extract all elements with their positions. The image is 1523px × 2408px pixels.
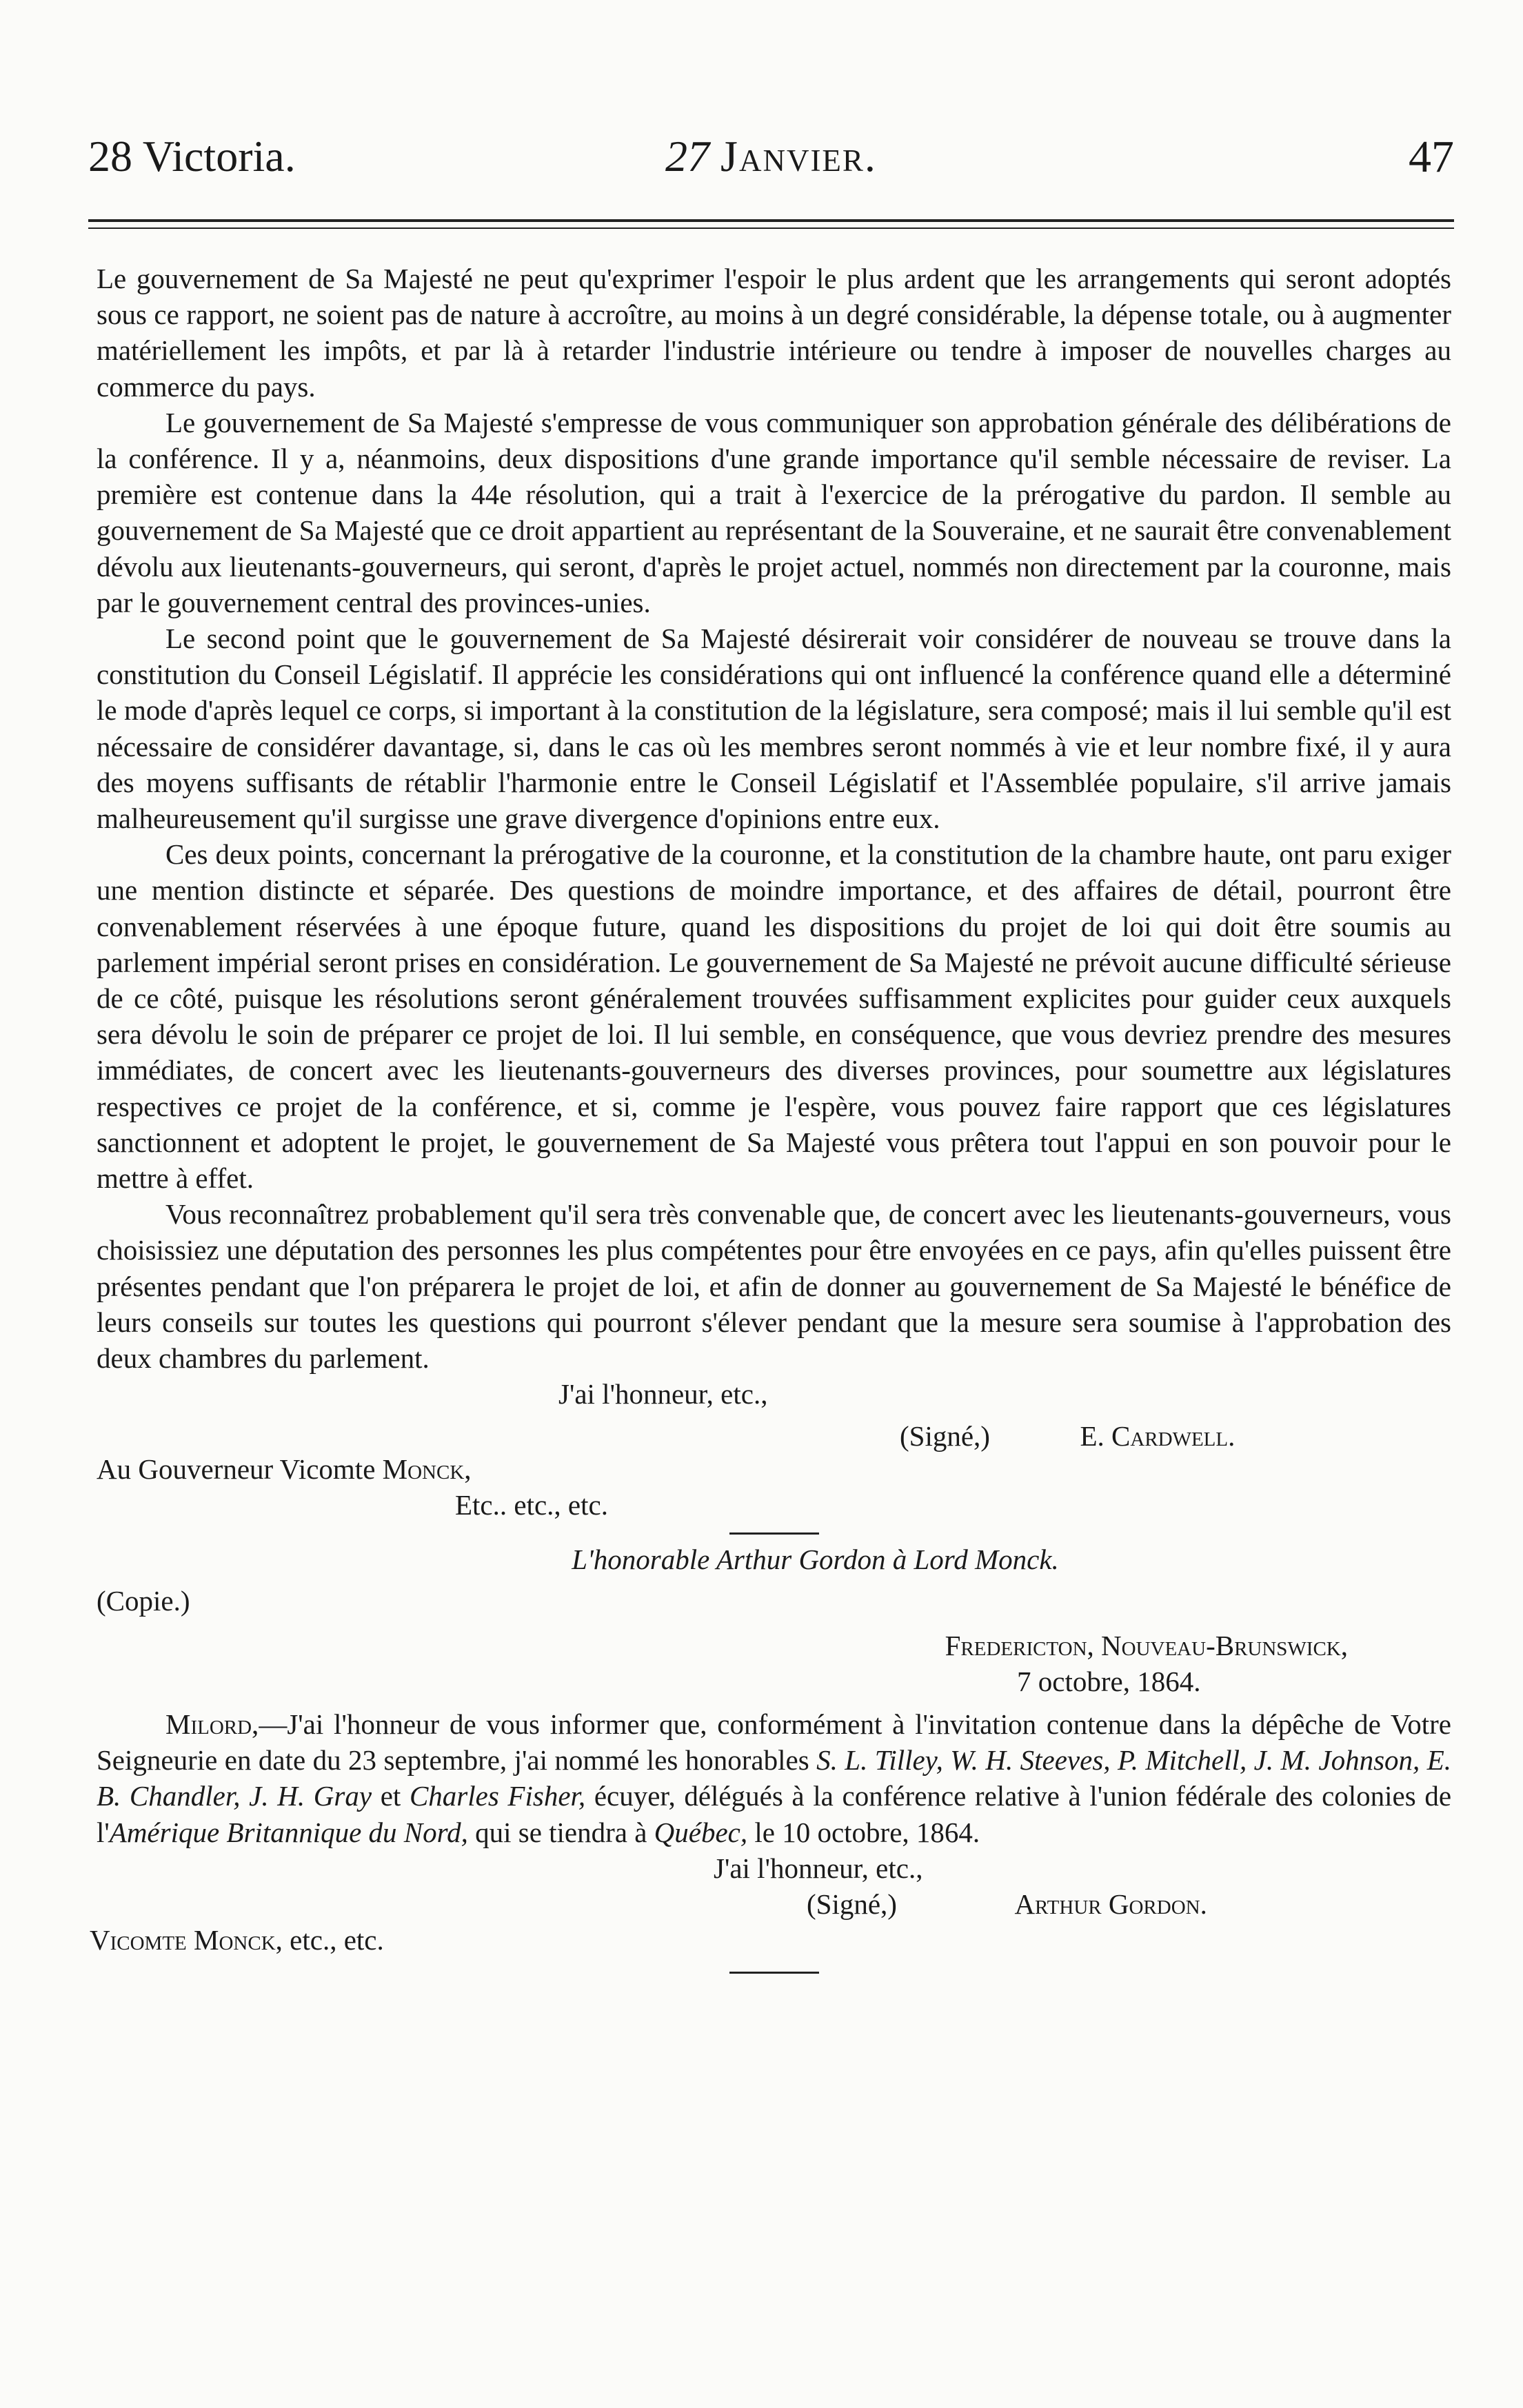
letter2-text-a: —J'ai l'honneur de vous informer que, conformément à l'invitation contenue dans la dépêche de Votre Seigneurie en date du 23 septembre, j'ai nommé les honorables	[97, 1708, 1451, 1777]
paragraph-5: Vous reconnaîtrez probablement qu'il sera très convenable que, de concert avec les lieutenants-gouverneurs, vous choisissiez une députation des personnes les plus compétentes pour être envoyées en ce pays, afin qu'elles puissent être présentes pendant que l'on préparera le projet de loi, et afin de donner au gouvernement de Sa Majesté le bénéfice de leurs conseils sur toutes les questions qui pourront s'élever pendant que la mesure sera soumise à l'approbation des deux chambres du parlement.	[97, 1198, 1451, 1375]
section-divider	[729, 1532, 819, 1535]
header-rule-thin	[88, 227, 1454, 229]
letter1-signer: E. Cardwell.	[1080, 1419, 1235, 1452]
letter2-signer: Arthur Gordon.	[1014, 1888, 1207, 1920]
header-date	[88, 131, 1454, 182]
letter2-delegate-names: S. L. Tilley, W. H. Steeves, P. Mitchell, J. M. Johnson, E. B. Chandler, J. H. Gray	[97, 1744, 1451, 1812]
paragraph-4: Ces deux points, concernant la prérogative de la couronne, et la constitution de la chambre haute, ont paru exiger une mention distincte et séparée. Des questions de moindre importance, et des affaires de détail, pourront être convenablement réservées à une époque future, quand les dispositions du projet de loi qui doit être soumis au parlement impérial seront prises en considération. Le gouvernement de Sa Majesté ne prévoit aucune difficulté sérieuse de ce côté, puisque les résolutions seront généralement trouvées suffisamment explicites pour guider ceux auxquels sera dévolu le soin de préparer ce projet de loi. Il lui semble, en conséquence, que vous devriez prendre des mesures immédiates, de concert avec les lieutenants-gouverneurs des diverses provinces, pour soumettre aux législatures respectives ce projet de la conférence, et si, comme je l'espère, vous pouvez faire rapport que ces législatures sanctionnent et adoptent le projet, le gouvernement de Sa Majesté vous prêtera tout l'appui en son pouvoir pour le mettre à effet.	[97, 838, 1451, 1195]
letter2-place-amerique: Amérique Britannique du Nord,	[109, 1816, 468, 1848]
paragraph-1: Le gouvernement de Sa Majesté ne peut qu'exprimer l'espoir le plus ardent que les arrangements qui seront adoptés sous ce rapport, ne soient pas de nature à accroître, au moins à un degré considérable, la dépense totale, ou à augmenter matériellement les impôts, et par là à retarder l'industrie intérieure ou tendre à imposer de nouvelles charges au commerce du pays.	[97, 263, 1451, 403]
letter2-place: Fredericton, Nouveau-Brunswick,	[945, 1629, 1348, 1661]
letter2-addressee-etc: etc., etc.	[290, 1924, 384, 1956]
letter1-addressee-name: Monck,	[382, 1453, 472, 1485]
letter1-closing-text: J'ai l'honneur, etc.,	[558, 1378, 768, 1410]
letter2-copy-label: (Copie.)	[97, 1585, 190, 1617]
header-session: 28 Victoria.	[88, 132, 296, 181]
letter2-salutation: Milord,	[165, 1708, 259, 1740]
letter2-signed-label: (Signé,)	[807, 1888, 897, 1920]
letter2-date	[97, 1663, 1451, 1699]
letter2-signature	[97, 1886, 1451, 1922]
running-header	[88, 131, 1454, 186]
letter2-addressee-name: Vicomte Monck,	[90, 1924, 283, 1956]
letter2-text-c: écuyer, délégués à la conférence relative à l'union fédérale des colonies de l'	[97, 1780, 1452, 1848]
header-date-month: Janvier.	[720, 132, 877, 181]
letter1-closing	[97, 1376, 1451, 1412]
letter1-addressee-etc-text: Etc.. etc., etc.	[455, 1488, 608, 1521]
letter2-closing	[97, 1850, 1451, 1886]
document-body	[90, 261, 1452, 1981]
letter1-addressee-prefix: Au Gouverneur Vicomte	[97, 1453, 376, 1485]
letter2-text-d: qui se tiendra à	[475, 1816, 647, 1848]
letter2-date-text: 7 octobre, 1864.	[1017, 1665, 1201, 1697]
letter2-delegate-fisher: Charles Fisher,	[409, 1780, 586, 1812]
page-number: 47	[1409, 132, 1454, 182]
paragraph-3: Le second point que le gouvernement de Sa Majesté désirerait voir considérer de nouveau se trouve dans la constitution du Conseil Législatif. Il apprécie les considérations qui ont influencé la conférence quand elle a déterminé le mode d'après lequel ce corps, si important à la constitution de la législature, sera composé; mais il lui semble qu'il est nécessaire de considérer davantage, si, dans le cas où les membres seront nommés à vie et leur nombre fixé, il y aura des moyens suffisants de rétablir l'harmonie entre le Conseil Législatif et l'Assemblée populaire, s'il arrive jamais malheureusement qu'il surgisse une grave divergence d'opinions entre eux.	[97, 623, 1451, 835]
footer-divider	[729, 1972, 819, 1974]
letter2-text-e: le 10 octobre, 1864.	[754, 1816, 980, 1848]
paragraph-2: Le gouvernement de Sa Majesté s'empresse de vous communiquer son approbation générale des délibérations de la conférence. Il y a, néanmoins, deux dispositions d'une grande importance qu'il semble nécessaire de reviser. La première est contenue dans la 44e résolution, qui a trait à l'exercice de la prérogative du pardon. Il semble au gouvernement de Sa Majesté que ce droit appartient au représentant de la Souveraine, et ne saurait être convenablement dévolu aux lieutenants-gouverneurs, qui seront, d'après le projet actuel, nommés non directement par la couronne, mais par le gouvernement central des provinces-unies.	[97, 406, 1451, 618]
letter2-text-b: et	[380, 1780, 401, 1812]
letter1-signature	[97, 1418, 1451, 1454]
letter2-body	[97, 1706, 1451, 1850]
letter2-place-quebec: Québec,	[654, 1816, 748, 1848]
letter2-addressee	[90, 1922, 1451, 1958]
header-rule-thick	[88, 219, 1454, 222]
letter1-signed-label: (Signé,)	[900, 1419, 990, 1452]
letter1-addressee	[97, 1451, 1451, 1487]
header-date-day: 27	[665, 132, 710, 181]
letter2-title: L'honorable Arthur Gordon à Lord Monck.	[572, 1544, 1059, 1576]
letter2-closing-text: J'ai l'honneur, etc.,	[714, 1852, 923, 1884]
letter1-addressee-etc	[97, 1487, 1451, 1523]
